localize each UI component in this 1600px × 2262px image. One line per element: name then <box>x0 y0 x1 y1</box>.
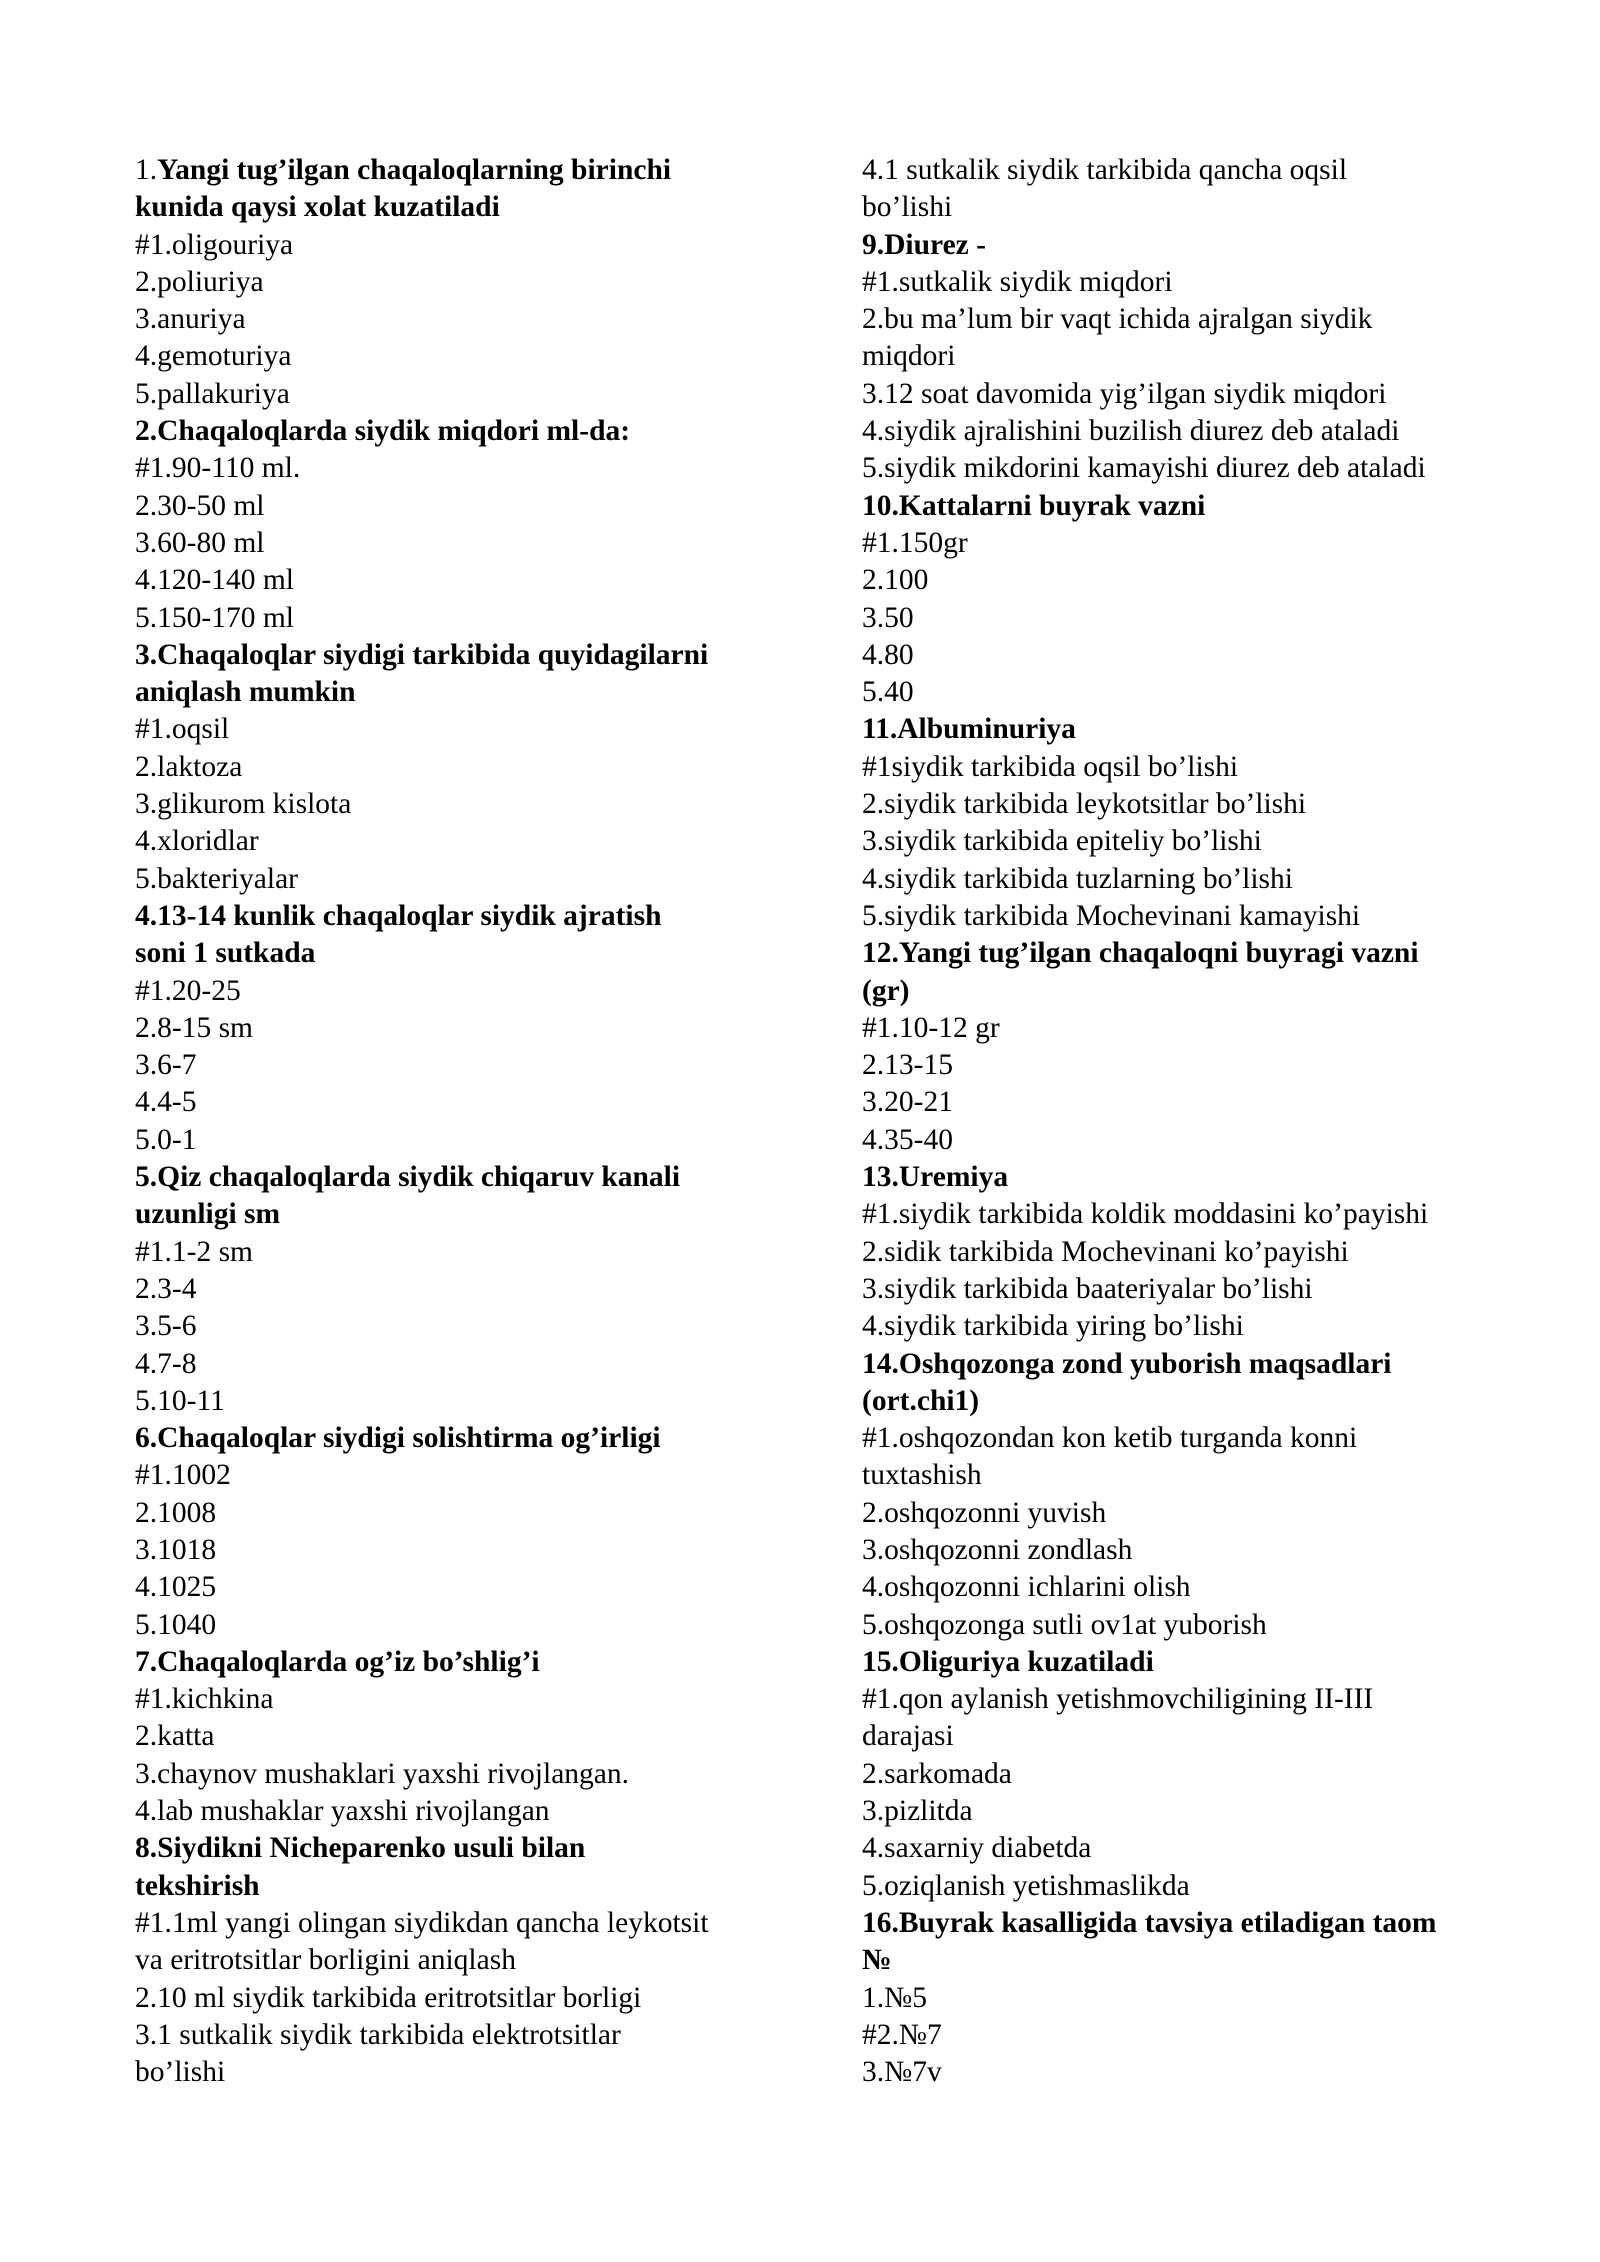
question-line <box>862 973 1522 1010</box>
answer-option: 5.bakteriyalar <box>135 862 298 895</box>
answer-option: 5.40 <box>862 676 914 709</box>
question-line <box>135 1420 775 1457</box>
answer-option: #1.siydik tarkibida koldik moddasini ko’payishi <box>862 1198 1429 1231</box>
question-line <box>135 935 775 972</box>
answer-option: 4.35-40 <box>862 1123 953 1156</box>
answer-option: 3.50 <box>862 601 914 634</box>
answer-option: 2.siydik tarkibida leykotsitlar bo’lishi <box>862 788 1307 821</box>
answer-option: 3.pizlitda <box>862 1795 973 1828</box>
answer-option: 3.60-80 ml <box>135 526 265 559</box>
answer-option: 2.13-15 <box>862 1049 953 1082</box>
answer-option: #1.1-2 sm <box>135 1235 253 1268</box>
answer-option: bo’lishi <box>135 2056 226 2089</box>
answer-option: 2.katta <box>135 1720 215 1753</box>
answer-option: 3.chaynov mushaklari yaxshi rivojlangan. <box>135 1757 630 1790</box>
answer-option: 3.12 soat davomida yig’ilgan siydik miqdori <box>862 377 1387 410</box>
question-text: uzunligi sm <box>135 1198 281 1231</box>
answer-option: 5.siydik tarkibida Mochevinani kamayishi <box>862 899 1361 932</box>
answer-option: 3.№7v <box>862 2056 942 2089</box>
question-line <box>862 1942 1522 1979</box>
question-text: 10.Kattalarni buyrak vazni <box>862 489 1206 522</box>
question-line <box>862 488 1522 525</box>
question-line <box>135 1159 775 1196</box>
answer-option: #1.oligouriya <box>135 228 294 261</box>
question-line <box>135 413 775 450</box>
question-line <box>862 711 1522 748</box>
question-text: tekshirish <box>135 1869 260 1902</box>
answer-option: 4.saxarniy diabetda <box>862 1832 1092 1865</box>
answer-option: 2.1008 <box>135 1496 217 1529</box>
answer-option: #1.90-110 ml. <box>135 452 301 485</box>
answer-option: 2.bu ma’lum bir vaqt ichida ajralgan siydik <box>862 303 1373 336</box>
question-text: kunida qaysi xolat kuzatiladi <box>135 191 500 224</box>
answer-option: 3.siydik tarkibida epiteliy bo’lishi <box>862 825 1262 858</box>
answer-option: miqdori <box>862 340 956 373</box>
question-text: aniqlash mumkin <box>135 676 356 709</box>
question-text: Yangi tug’ilgan chaqaloqlarning birinchi <box>157 154 672 186</box>
answer-option: 4.gemoturiya <box>135 340 292 373</box>
answer-option: 2.laktoza <box>135 750 243 783</box>
answer-option: #1.qon aylanish yetishmovchiligining II-III <box>862 1683 1374 1716</box>
answer-option: 5.1040 <box>135 1608 217 1641</box>
answer-option: 5.0-1 <box>135 1123 197 1156</box>
question-line <box>862 1905 1522 1942</box>
answer-option: #1.1002 <box>135 1459 231 1492</box>
question-text: № <box>862 1944 892 1977</box>
question-line <box>862 1644 1522 1681</box>
answer-option: 3.5-6 <box>135 1310 197 1343</box>
answer-option: #1.150gr <box>862 526 968 559</box>
question-line <box>135 1196 775 1233</box>
answer-option: 5.oshqozonga sutli ov1at yuborish <box>862 1608 1267 1641</box>
answer-option: 4.120-140 ml <box>135 564 294 597</box>
answer-option: tuxtashish <box>862 1459 982 1492</box>
question-line <box>135 152 775 189</box>
answer-option: 3.glikurom kislota <box>135 788 352 821</box>
question-line <box>135 1644 775 1681</box>
answer-option: 3.20-21 <box>862 1086 953 1119</box>
answer-option: 5.10-11 <box>135 1384 225 1417</box>
answer-option: 3.oshqozonni zondlash <box>862 1533 1133 1566</box>
answer-option: #1.oshqozondan kon ketib turganda konni <box>862 1422 1358 1455</box>
answer-option: 3.1 sutkalik siydik tarkibida elektrotsitlar <box>135 2018 621 2051</box>
answer-option: 3.1018 <box>135 1533 217 1566</box>
question-line <box>135 898 775 935</box>
answer-option: 5.pallakuriya <box>135 377 290 410</box>
answer-option: #1.20-25 <box>135 974 241 1007</box>
question-text: 15.Oliguriya kuzatiladi <box>862 1645 1154 1678</box>
question-text: 13.Uremiya <box>862 1161 1009 1194</box>
question-text: 5.Qiz chaqaloqlarda siydik chiqaruv kanali <box>135 1161 681 1194</box>
answer-option: 1.№5 <box>862 1981 928 2014</box>
question-text: 7.Chaqaloqlarda og’iz bo’shlig’i <box>135 1645 540 1678</box>
question-text: 6.Chaqaloqlar siydigi solishtirma og’irligi <box>135 1422 661 1455</box>
answer-option: 2.sidik tarkibida Mochevinani ko’payishi <box>862 1235 1349 1268</box>
answer-option: #1.10-12 gr <box>862 1011 1000 1044</box>
answer-option: 2.8-15 sm <box>135 1011 253 1044</box>
question-text: 3.Chaqaloqlar siydigi tarkibida quyidagilarni <box>135 638 709 671</box>
answer-option: 5.oziqlanish yetishmaslikda <box>862 1869 1190 1902</box>
answer-option: 4.xloridlar <box>135 825 259 858</box>
question-text: 9.Diurez - <box>862 228 986 261</box>
answer-option: 2.10 ml siydik tarkibida eritrotsitlar borligi <box>135 1981 642 2014</box>
answer-option: #2.№7 <box>862 2018 942 2051</box>
question-text: 12.Yangi tug’ilgan chaqaloqni buyragi vazni <box>862 937 1419 970</box>
question-line <box>862 227 1522 264</box>
question-line <box>862 1346 1522 1383</box>
answer-option: 2.oshqozonni yuvish <box>862 1496 1107 1529</box>
question-text: 11.Albuminuriya <box>862 713 1076 746</box>
answer-option: 5.150-170 ml <box>135 601 294 634</box>
question-text: soni 1 sutkada <box>135 937 316 970</box>
answer-option: darajasi <box>862 1720 954 1753</box>
answer-option: #1siydik tarkibida oqsil bo’lishi <box>862 750 1239 783</box>
question-number: 1. <box>135 154 158 186</box>
answer-option: 3.anuriya <box>135 303 246 336</box>
question-text: 8.Siydikni Nicheparenko usuli bilan <box>135 1832 586 1865</box>
right-column <box>862 152 1522 2091</box>
answer-option: 4.1025 <box>135 1571 217 1604</box>
answer-option: 3.6-7 <box>135 1049 197 1082</box>
question-line <box>135 189 775 226</box>
answer-option: #1.1ml yangi olingan siydikdan qancha leykotsit <box>135 1906 709 1939</box>
question-text: 4.13-14 kunlik chaqaloqlar siydik ajratish <box>135 899 662 932</box>
question-text: 16.Buyrak kasalligida tavsiya etiladigan taom <box>862 1906 1437 1939</box>
question-line <box>862 1383 1522 1420</box>
question-line <box>135 637 775 674</box>
answer-option: 4.siydik ajralishini buzilish diurez deb ataladi <box>862 415 1400 448</box>
answer-option: 4.80 <box>862 638 914 671</box>
question-text: (ort.chi1) <box>862 1384 980 1417</box>
answer-option: 4.oshqozonni ichlarini olish <box>862 1571 1191 1604</box>
answer-option: 5.siydik mikdorini kamayishi diurez deb ataladi <box>862 452 1426 485</box>
question-text: 2.Chaqaloqlarda siydik miqdori ml-da: <box>135 415 631 448</box>
answer-option: #1.oqsil <box>135 713 230 746</box>
question-line <box>135 1830 775 1867</box>
question-line <box>135 1868 775 1905</box>
answer-option: 2.100 <box>862 564 929 597</box>
question-text: 14.Oshqozonga zond yuborish maqsadlari <box>862 1347 1392 1380</box>
answer-option: va eritrotsitlar borligini aniqlash <box>135 1944 516 1977</box>
answer-option: #1.kichkina <box>135 1683 274 1716</box>
answer-option: 4.7-8 <box>135 1347 197 1380</box>
question-text: (gr) <box>862 974 910 1007</box>
left-column <box>135 152 775 2091</box>
answer-option: 3.siydik tarkibida baateriyalar bo’lishi <box>862 1272 1313 1305</box>
answer-option: 4.1 sutkalik siydik tarkibida qancha oqsil <box>862 154 1348 186</box>
answer-option: 2.poliuriya <box>135 265 264 298</box>
question-line <box>862 1159 1522 1196</box>
question-line <box>135 674 775 711</box>
answer-option: 4.siydik tarkibida yiring bo’lishi <box>862 1310 1244 1343</box>
question-line <box>862 935 1522 972</box>
answer-option: 4.lab mushaklar yaxshi rivojlangan <box>135 1795 550 1828</box>
answer-option: 4.siydik tarkibida tuzlarning bo’lishi <box>862 862 1293 895</box>
answer-option: 2.3-4 <box>135 1272 197 1305</box>
answer-option: #1.sutkalik siydik miqdori <box>862 265 1173 298</box>
answer-option: bo’lishi <box>862 191 953 224</box>
answer-option: 2.sarkomada <box>862 1757 1012 1790</box>
answer-option: 4.4-5 <box>135 1086 197 1119</box>
answer-option: 2.30-50 ml <box>135 489 265 522</box>
